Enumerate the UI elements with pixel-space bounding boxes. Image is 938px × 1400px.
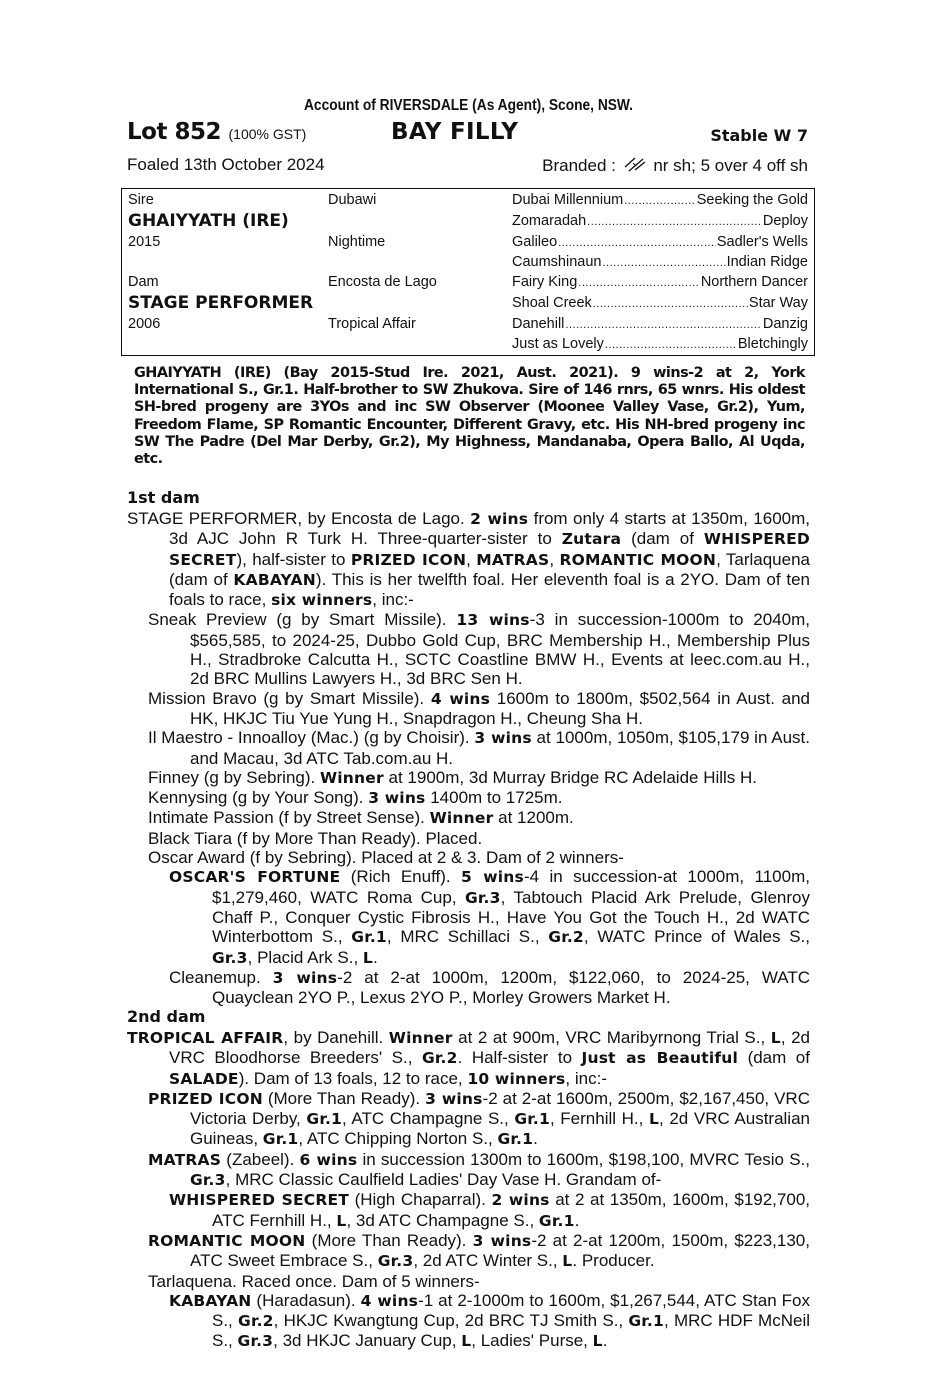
bold-highlight: 2 wins — [470, 510, 529, 528]
foaled-date: Foaled 13th October 2024 — [127, 155, 325, 174]
text-run: , Tarlaquena (dam of — [169, 549, 810, 589]
bold-highlight: Gr.3 — [237, 1332, 274, 1351]
bold-highlight: L — [592, 1332, 603, 1351]
progeny-entry — [127, 1089, 810, 1150]
grandsire: Dubai Millennium — [512, 192, 624, 208]
bold-highlight: WHISPERED SECRET — [169, 530, 810, 569]
gst-note: (100% GST) — [228, 126, 307, 142]
bold-highlight: KABAYAN — [169, 1291, 252, 1310]
text-run: Tarlaquena. Raced once. Dam of 5 winners- — [148, 1271, 480, 1291]
progeny-entry — [127, 1190, 810, 1231]
bold-highlight: L — [336, 1211, 347, 1230]
bold-highlight: Gr.2 — [421, 1049, 458, 1068]
text-run: ). Dam of 13 foals, 12 to race, — [238, 1068, 468, 1088]
text-run: . — [372, 947, 378, 967]
text-run: (High Chaparral). — [349, 1190, 492, 1210]
first-dam-heading: 1st dam — [127, 488, 200, 507]
text-run: . — [602, 1331, 608, 1351]
progeny-entry — [127, 1231, 810, 1272]
bold-highlight: Gr.2 — [548, 928, 584, 947]
dam-label: Dam — [128, 274, 159, 290]
text-run: ), half-sister to — [236, 549, 351, 569]
granddam: Zomaradah — [512, 213, 587, 229]
text-run: from only 4 starts at 1350m, 1600m, 3d AJC John R Turk H. Three-quarter-sister to — [169, 509, 810, 549]
great-grandsire: Seeking the Gold — [696, 192, 808, 208]
bold-highlight: 5 wins — [461, 868, 524, 887]
text-run: , inc:- — [372, 590, 414, 610]
bold-highlight: WHISPERED SECRET — [169, 1191, 350, 1210]
text-run: (Rich Enuff). — [340, 867, 461, 887]
vendor-line: Account of RIVERSDALE (As Agent), Scone, NSW. — [303, 97, 633, 114]
progeny-entry — [127, 1291, 810, 1352]
great-grandsire: Bletchingly — [737, 336, 808, 352]
bold-highlight: Winner — [388, 1029, 453, 1047]
bold-highlight: L — [362, 948, 373, 967]
dam-dam: Tropical Affair — [328, 316, 416, 332]
grandparent-row — [512, 192, 808, 208]
bold-highlight: MATRAS — [476, 550, 550, 569]
text-run: in succession 1300m to 1600m, $198,100, MVRC Tesio S., — [357, 1149, 810, 1169]
sire-name: GHAIYYATH (IRE) — [128, 211, 289, 231]
progeny-entry — [127, 788, 810, 808]
sire-dam: Nightime — [328, 234, 386, 250]
text-run: , MRC HDF McNeil S., — [212, 1311, 811, 1351]
bold-highlight: SALADE — [169, 1069, 239, 1088]
bold-highlight: 3 wins — [425, 1089, 483, 1108]
text-run: , 2d ATC Winter S., — [413, 1251, 563, 1271]
text-run: , 3d ATC Champagne S., — [346, 1210, 539, 1230]
bold-highlight: L — [461, 1332, 472, 1351]
leader-dots — [587, 213, 762, 229]
text-run: at 2 at 900m, VRC Maribyrnong Trial S., — [452, 1028, 771, 1047]
grandparent-row — [512, 213, 808, 229]
bold-highlight: Gr.1 — [306, 1110, 343, 1129]
branded-detail: nr sh; 5 over 4 off sh — [653, 156, 808, 175]
bold-highlight: TROPICAL AFFAIR — [127, 1029, 284, 1047]
bold-highlight: six winners — [271, 591, 373, 610]
great-grandsire: Deploy — [762, 213, 808, 229]
text-run: , 3d HKJC January Cup, — [273, 1331, 462, 1351]
text-run: (More Than Ready). — [262, 1088, 426, 1108]
bold-highlight: 3 wins — [272, 968, 338, 987]
pedigree-table — [121, 188, 815, 356]
bold-highlight: L — [562, 1252, 573, 1271]
bold-highlight: Winner — [429, 809, 494, 828]
grandsire: Fairy King — [512, 274, 578, 290]
bold-highlight: Gr.3 — [465, 888, 501, 907]
progeny-entry — [127, 728, 810, 768]
second-dam-section — [127, 1028, 810, 1352]
bold-highlight: ROMANTIC MOON — [148, 1231, 306, 1250]
text-run: ). This is her twelfth foal. Her eleventh foal is a 2YO. Dam of ten foals to race, — [169, 569, 810, 610]
bold-highlight: 10 winners — [467, 1069, 566, 1088]
grandparent-row — [512, 234, 808, 250]
sire-summary: GHAIYYATH (IRE) (Bay 2015-Stud Ire. 2021, Aust. 2021). 9 wins-2 at 2, York International S., Gr.1. Half-brother to SW Zhukova. Sire of 146 rnrs, 65 wnrs. His oldest SH-bred progeny are 3YOs and inc SW Observer (Moonee Valley Vase, Gr.2), Yum, Freedom Flame, SP Romantic Encounter, Different Gravy, etc. His NH-bred progeny inc SW The Padre (Del Mar Derby, Gr.2), My Highness, Mandanaba, Opera Ballo, Al Uqda, etc. — [134, 365, 805, 468]
first-dam-section — [127, 509, 810, 1007]
bold-highlight: PRIZED ICON — [350, 550, 467, 569]
first-dam-intro — [127, 509, 810, 610]
progeny-entry — [127, 848, 810, 867]
text-run: Finney (g by Sebring). — [148, 767, 320, 787]
text-run: , inc:- — [565, 1068, 607, 1088]
branded-label: Branded : — [542, 156, 616, 175]
bold-highlight: 6 wins — [299, 1150, 358, 1169]
text-run: (dam of — [621, 529, 704, 549]
text-run: at 1200m. — [493, 808, 574, 828]
bold-highlight: 3 wins — [474, 729, 532, 748]
text-run: Black Tiara (f by More Than Ready). Placed. — [148, 828, 483, 848]
text-run: (Zabeel). — [221, 1149, 300, 1169]
grandparent-row — [512, 274, 808, 290]
text-run: , WATC Prince of Wales S., — [583, 927, 810, 947]
grandparent-row — [512, 316, 808, 332]
text-run: , — [466, 549, 477, 569]
text-run: , Ladies' Purse, — [471, 1331, 593, 1351]
bold-highlight: Gr.1 — [538, 1211, 575, 1230]
text-run: Mission Bravo (g by Smart Missile). — [148, 688, 431, 708]
great-grandsire: Star Way — [748, 295, 808, 311]
grandparent-row — [512, 295, 808, 311]
text-run: at 1000m, 1050m, $105,179 in Aust. and Macau, 3d ATC Tab.com.au H. — [190, 728, 810, 768]
bold-highlight: Gr.3 — [212, 948, 248, 967]
granddam: Caumshinaun — [512, 254, 602, 270]
grandparent-row — [512, 336, 808, 352]
text-run: , ATC Chipping Norton S., — [298, 1129, 498, 1149]
grandparent-row — [512, 254, 808, 270]
text-run: (dam of — [738, 1048, 810, 1068]
bold-highlight: Gr.1 — [514, 1110, 550, 1129]
bold-highlight: OSCAR'S FORTUNE — [169, 868, 341, 887]
text-run: , MRC Classic Caulfield Ladies' Day Vase H. Grandam of- — [225, 1170, 662, 1190]
leader-dots — [602, 254, 725, 270]
progeny-entry — [127, 689, 810, 729]
brand-mark-icon — [621, 155, 649, 173]
text-run: Il Maestro - Innoalloy (Mac.) (g by Choisir). — [148, 728, 475, 748]
text-run: , MRC Schillaci S., — [386, 927, 549, 947]
text-run: -3 in succession-1000m to 2040m, $565,585, to 2024-25, Dubbo Gold Cup, BRC Membership H., Membership Plus H., Stradbroke Calcutta H., SCTC Coastline BMW H., Events at leec.com.au H., 2d BRC Mullins Lawyers H., 3d BRC Sen H. — [190, 610, 810, 689]
second-dam-heading: 2nd dam — [127, 1007, 206, 1026]
sire-sire: Dubawi — [328, 192, 377, 208]
text-run: 1600m to 1800m, $502,564 in Aust. and HK, HKJC Tiu Yue Yung H., Snapdragon H., Cheung Sha H. — [190, 688, 810, 728]
text-run: , 2d VRC Australian Guineas, — [190, 1109, 810, 1149]
bold-highlight: 3 wins — [472, 1231, 532, 1250]
bold-highlight: Zutara — [561, 530, 622, 549]
sire-year: 2015 — [128, 234, 161, 250]
great-grandsire: Northern Dancer — [700, 274, 808, 290]
bold-highlight: 4 wins — [360, 1291, 419, 1310]
bold-highlight: 3 wins — [368, 789, 426, 808]
branding-info — [542, 155, 808, 176]
granddam: Shoal Creek — [512, 295, 592, 311]
text-run: , Fernhill H., — [549, 1109, 649, 1129]
bold-highlight: 2 wins — [491, 1191, 550, 1210]
first-dam-progeny-list — [127, 610, 810, 1007]
progeny-entry — [127, 610, 810, 688]
text-run: , 2d VRC Bloodhorse Breeders' S., — [169, 1028, 810, 1068]
bold-highlight: Gr.1 — [351, 928, 387, 947]
leader-dots — [624, 192, 696, 208]
great-grandsire: Sadler's Wells — [716, 234, 808, 250]
bold-highlight: PRIZED ICON — [148, 1089, 263, 1108]
sire-label: Sire — [128, 192, 154, 208]
great-grandsire: Indian Ridge — [726, 254, 808, 270]
text-run: , ATC Champagne S., — [342, 1109, 515, 1129]
bold-highlight: Gr.3 — [377, 1252, 414, 1271]
bold-highlight: Gr.1 — [628, 1312, 665, 1331]
text-run: -2 at 2-at 1600m, 2500m, $2,167,450, VRC Victoria Derby, — [190, 1088, 810, 1129]
progeny-entry — [127, 829, 810, 848]
text-run: , — [549, 549, 560, 569]
dam-name: STAGE PERFORMER — [128, 293, 314, 313]
text-run: , HKJC Kwangtung Cup, 2d BRC TJ Smith S., — [273, 1311, 629, 1331]
leader-dots — [593, 295, 748, 311]
second-dam-intro — [127, 1028, 810, 1089]
bold-highlight: Gr.1 — [262, 1130, 299, 1149]
progeny-entry — [127, 808, 810, 828]
text-run: . Producer. — [572, 1251, 655, 1271]
leader-dots — [605, 336, 737, 352]
grandsire: Galileo — [512, 234, 558, 250]
text-run: (Haradasun). — [251, 1290, 361, 1310]
bold-highlight: 13 wins — [456, 611, 530, 630]
text-run: . — [574, 1210, 580, 1230]
leader-dots — [565, 316, 761, 332]
stable-location: Stable W 7 — [710, 126, 808, 145]
dam-year: 2006 — [128, 316, 161, 332]
bold-highlight: Gr.1 — [497, 1130, 534, 1149]
great-grandsire: Danzig — [762, 316, 808, 332]
text-run: -2 at 2-at 1200m, 1500m, $223,130, ATC Sweet Embrace S., — [190, 1230, 810, 1271]
text-run: at 1900m, 3d Murray Bridge RC Adelaide Hills H. — [383, 767, 758, 787]
text-run: -2 at 2-at 1000m, 1200m, $122,060, to 2024-25, WATC Quayclean 2YO P., Lexus 2YO P., Morley Growers Market H. — [212, 967, 810, 1008]
bold-highlight: KABAYAN — [233, 570, 316, 589]
progeny-entry — [127, 867, 810, 967]
second-dam-progeny-list — [127, 1089, 810, 1352]
bold-highlight: MATRAS — [148, 1150, 222, 1169]
dam-sire: Encosta de Lago — [328, 274, 437, 290]
text-run: Cleanemup. — [169, 967, 273, 987]
text-run: STAGE PERFORMER, by Encosta de Lago. — [127, 509, 471, 528]
bold-highlight: Just as Beautiful — [581, 1049, 739, 1068]
text-run: (More Than Ready). — [305, 1230, 473, 1250]
progeny-entry — [127, 968, 810, 1008]
text-run: . Half-sister to — [457, 1048, 582, 1068]
bold-highlight: Gr.2 — [238, 1312, 274, 1331]
bold-highlight: L — [648, 1110, 660, 1129]
horse-description: BAY FILLY — [391, 119, 519, 145]
progeny-entry — [127, 1272, 810, 1291]
text-run: , by Danehill. — [283, 1028, 389, 1047]
text-run: Kennysing (g by Your Song). — [148, 788, 369, 808]
text-run: -1 at 2-1000m to 1600m, $1,267,544, ATC Stan Fox S., — [212, 1290, 810, 1331]
granddam: Just as Lovely — [512, 336, 604, 352]
bold-highlight: Winner — [319, 768, 384, 787]
text-run: Intimate Passion (f by Street Sense). — [148, 808, 430, 828]
bold-highlight: Gr.3 — [190, 1171, 226, 1190]
leader-dots — [578, 274, 700, 290]
text-run: , Placid Ark S., — [247, 947, 363, 967]
text-run: . — [533, 1129, 538, 1149]
text-run: -4 in succession-at 1000m, 1100m, $1,279,460, WATC Roma Cup, — [212, 867, 810, 907]
progeny-entry — [127, 1150, 810, 1191]
bold-highlight: L — [770, 1029, 781, 1047]
lot-number — [127, 119, 306, 145]
bold-highlight: ROMANTIC MOON — [559, 550, 717, 569]
bold-highlight: 4 wins — [430, 689, 491, 708]
progeny-entry — [127, 768, 810, 788]
text-run: , Tabtouch Placid Ark Prelude, Glenroy Chaff P., Conquer Cystic Fibrosis H., Have You Got the Touch H., 2d WATC Winterbottom S., — [212, 887, 810, 947]
grandsire: Danehill — [512, 316, 565, 332]
text-run: Sneak Preview (g by Smart Missile). — [148, 610, 457, 630]
text-run: at 2 at 1350m, 1600m, $192,700, ATC Fernhill H., — [212, 1190, 810, 1230]
text-run: 1400m to 1725m. — [425, 788, 563, 808]
text-run: Oscar Award (f by Sebring). Placed at 2 & 3. Dam of 2 winners- — [148, 848, 624, 868]
leader-dots — [558, 234, 716, 250]
lot-row — [127, 119, 810, 151]
lot-label: Lot 852 — [127, 119, 221, 145]
